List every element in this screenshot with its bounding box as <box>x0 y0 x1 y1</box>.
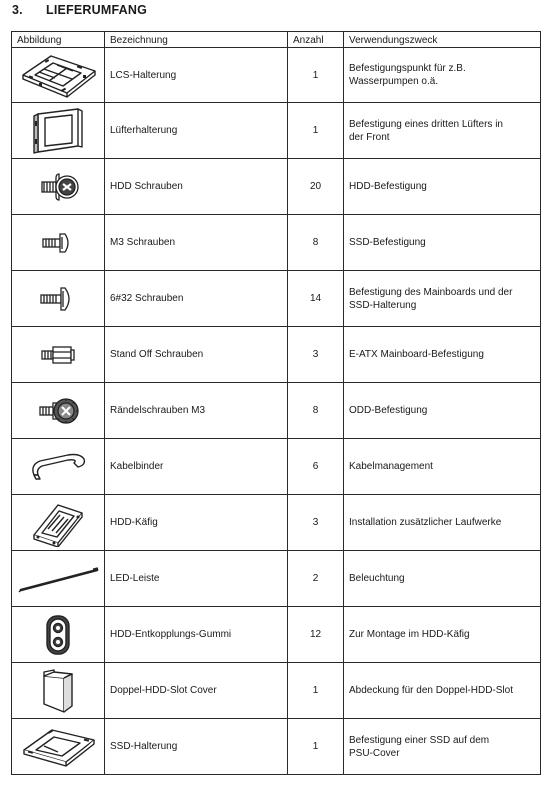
table-row <box>12 663 541 719</box>
fan-bracket-icon <box>28 106 88 156</box>
part-name: Stand Off Schrauben <box>105 327 288 383</box>
lcs-bracket-icon <box>17 51 99 99</box>
image-cell <box>12 495 105 551</box>
section-title: LIEFERUMFANG <box>46 3 148 17</box>
part-name: LED-Leiste <box>105 551 288 607</box>
image-cell <box>12 607 105 663</box>
part-qty: 3 <box>288 327 344 383</box>
led-strip-icon <box>17 564 101 594</box>
ssd-bracket-icon <box>18 724 98 770</box>
part-use <box>344 439 541 495</box>
use-line: Befestigungspunkt für z.B. <box>349 63 466 74</box>
part-qty: 8 <box>288 215 344 271</box>
image-cell <box>12 327 105 383</box>
part-qty: 1 <box>288 103 344 159</box>
part-qty: 2 <box>288 551 344 607</box>
use-line: SSD-Halterung <box>349 299 417 311</box>
part-use <box>344 48 541 103</box>
part-use <box>344 159 541 215</box>
part-name: SSD-Halterung <box>105 719 288 775</box>
part-name: Rändelschrauben M3 <box>105 383 288 439</box>
use-line: Zur Montage im HDD-Käfig <box>349 629 470 640</box>
header-image: Abbildung <box>12 32 105 48</box>
header-name: Bezeichnung <box>105 32 288 48</box>
part-qty: 6 <box>288 439 344 495</box>
image-cell <box>12 719 105 775</box>
standoff-screw-icon <box>38 342 78 368</box>
use-line: HDD-Befestigung <box>349 181 427 192</box>
image-cell <box>12 551 105 607</box>
part-qty: 1 <box>288 719 344 775</box>
part-qty: 20 <box>288 159 344 215</box>
table-row <box>12 48 541 103</box>
table-row <box>12 383 541 439</box>
part-name: 6#32 Schrauben <box>105 271 288 327</box>
image-cell <box>12 159 105 215</box>
table-row <box>12 103 541 159</box>
hdd-cage-icon <box>28 499 88 547</box>
part-qty: 12 <box>288 607 344 663</box>
parts-table <box>11 31 541 775</box>
image-cell <box>12 215 105 271</box>
part-name: HDD Schrauben <box>105 159 288 215</box>
part-name: HDD-Käfig <box>105 495 288 551</box>
use-line: Installation zusätzlicher Laufwerke <box>349 517 502 528</box>
table-row <box>12 495 541 551</box>
image-cell <box>12 103 105 159</box>
header-use: Verwendungszweck <box>344 32 541 48</box>
use-line: E-ATX Mainboard-Befestigung <box>349 349 484 360</box>
use-line: SSD-Befestigung <box>349 237 426 248</box>
part-use <box>344 663 541 719</box>
use-line: Befestigung des Mainboards und der <box>349 286 513 298</box>
thumb-screw-icon <box>36 391 80 431</box>
table-row <box>12 271 541 327</box>
cable-tie-icon <box>26 451 90 483</box>
part-name: Lüfterhalterung <box>105 103 288 159</box>
table-row <box>12 719 541 775</box>
part-qty: 1 <box>288 663 344 719</box>
part-use <box>344 551 541 607</box>
table-row <box>12 607 541 663</box>
use-line: der Front <box>349 131 390 143</box>
part-name: Doppel-HDD-Slot Cover <box>105 663 288 719</box>
part-name: M3 Schrauben <box>105 215 288 271</box>
section-number: 3. <box>12 3 23 17</box>
part-use <box>344 383 541 439</box>
slot-cover-icon <box>38 668 78 714</box>
part-qty: 8 <box>288 383 344 439</box>
part-use <box>344 495 541 551</box>
use-line: Kabelmanagement <box>349 461 433 472</box>
use-line: Beleuchtung <box>349 573 405 584</box>
part-qty: 1 <box>288 48 344 103</box>
part-use <box>344 271 541 327</box>
hdd-screw-icon <box>36 167 80 207</box>
part-use <box>344 719 541 775</box>
use-line: Wasserpumpen o.ä. <box>349 76 439 87</box>
table-row <box>12 159 541 215</box>
image-cell <box>12 663 105 719</box>
table-header-row <box>12 32 541 48</box>
use-line: PSU-Cover <box>349 747 400 759</box>
image-cell <box>12 439 105 495</box>
table-row <box>12 439 541 495</box>
use-line: Abdeckung für den Doppel-HDD-Slot <box>349 685 513 696</box>
part-use <box>344 327 541 383</box>
part-qty: 3 <box>288 495 344 551</box>
part-use <box>344 215 541 271</box>
table-row <box>12 215 541 271</box>
image-cell <box>12 271 105 327</box>
m3-screw-icon <box>38 228 78 258</box>
image-cell <box>12 383 105 439</box>
part-use <box>344 607 541 663</box>
table-row <box>12 327 541 383</box>
table-row <box>12 551 541 607</box>
rubber-grommet-icon <box>43 613 73 657</box>
part-name: LCS-Halterung <box>105 48 288 103</box>
part-qty: 14 <box>288 271 344 327</box>
part-use <box>344 103 541 159</box>
section-heading <box>12 2 147 24</box>
part-name: HDD-Entkopplungs-Gummi <box>105 607 288 663</box>
part-name: Kabelbinder <box>105 439 288 495</box>
use-line: Befestigung einer SSD auf dem <box>349 734 490 746</box>
use-line: Befestigung eines dritten Lüfters in <box>349 118 503 130</box>
header-qty: Anzahl <box>288 32 344 48</box>
image-cell <box>12 48 105 103</box>
use-line: ODD-Befestigung <box>349 405 428 416</box>
screw-6-32-icon <box>37 283 79 315</box>
